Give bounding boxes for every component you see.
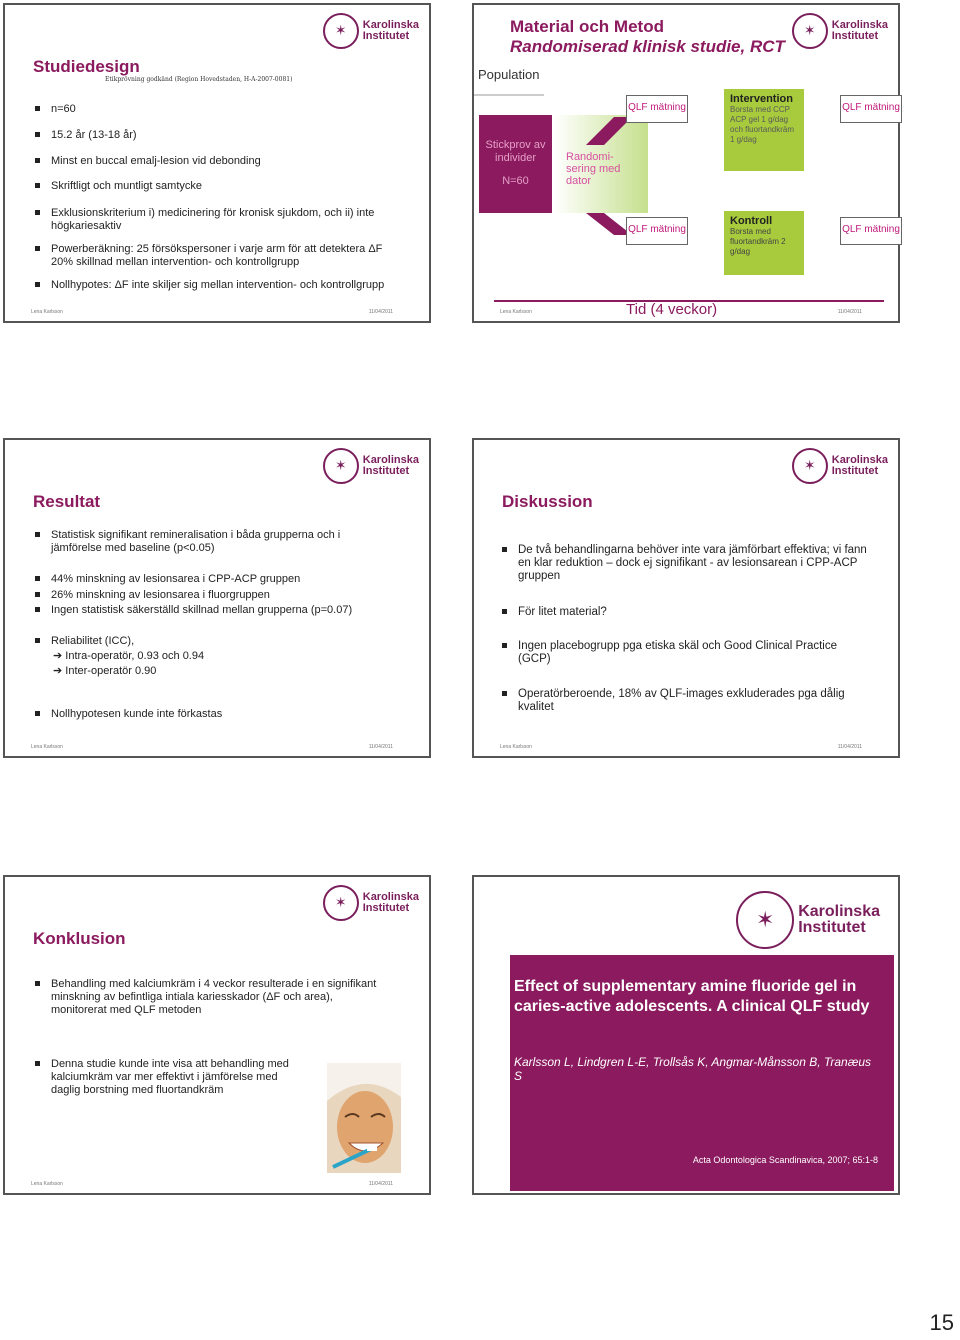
- randomization-box: Randomi-sering med dator: [554, 115, 648, 213]
- page-number: 15: [929, 1310, 954, 1335]
- sample-box: Stickprov av individer N=60: [479, 115, 552, 213]
- slide-title: Material och Metod: [510, 17, 664, 36]
- footer-author: Lena Karlsson: [31, 744, 63, 750]
- bullet: Ingen statistisk säkerställd skillnad mellan grupperna (p=0.07): [35, 604, 415, 617]
- arrow-icon: ➔: [53, 665, 66, 677]
- bullet: Minst en buccal emalj-lesion vid debonding: [35, 155, 415, 168]
- ki-seal-icon: ✶: [323, 13, 359, 49]
- ki-seal-icon: ✶: [736, 891, 794, 949]
- bullet: Nollhypotesen kunde inte förkastas: [35, 708, 415, 721]
- sub-bullet: ➔ Intra-operatör, 0.93 och 0.94: [53, 650, 205, 662]
- ki-logo: ✶ Karolinska Institutet: [323, 885, 419, 921]
- qlf-measure-box: QLF mätning: [840, 217, 902, 245]
- slide-title: Studiedesign: [33, 57, 140, 76]
- bullet: Denna studie kunde inte visa att behandling med kalciumkräm var mer effektivt i jämförelse med daglig borstning med fluortandkräm: [35, 1058, 305, 1097]
- smiling-woman-toothbrush-photo: [327, 1063, 401, 1173]
- ki-logo: ✶ Karolinska Institutet: [323, 13, 419, 49]
- footer-author: Lena Karlsson: [31, 309, 63, 315]
- slide-title: Konklusion: [33, 929, 126, 948]
- bullet: Reliabilitet (ICC),: [35, 635, 415, 648]
- qlf-measure-box: QLF mätning: [626, 217, 688, 245]
- intervention-box: Intervention Borsta med CCP ACP gel 1 g/dag och fluortandkräm 1 g/dag: [724, 89, 804, 171]
- footer-author: Lena Karlsson: [500, 309, 532, 315]
- bullet: n=60: [35, 103, 415, 116]
- bullet: Nollhypotes: ΔF inte skiljer sig mellan intervention- och kontrollgrupp: [35, 279, 425, 292]
- slide-konklusion: [3, 875, 431, 1195]
- bullet: Statistisk signifikant remineralisation i båda grupperna och i jämförelse med baseline (p<0.05): [35, 529, 385, 555]
- footer-author: Lena Karlsson: [31, 1181, 63, 1187]
- slide-resultat: [3, 438, 431, 758]
- footer-date: 11/04/2011: [368, 1181, 393, 1187]
- ki-logo: ✶ Karolinska Institutet: [736, 891, 880, 949]
- paper-authors: Karlsson L, Lindgren L-E, Trollsås K, Angmar-Månsson B, Tranæus S: [514, 1055, 872, 1083]
- footer-date: 11/04/2011: [837, 309, 862, 315]
- ki-logo: ✶ Karolinska Institutet: [323, 448, 419, 484]
- paper-title: Effect of supplementary amine fluoride gel in caries-active adolescents. A clinical QLF study: [514, 978, 870, 1015]
- bullet: Ingen placebogrupp pga etiska skäl och Good Clinical Practice (GCP): [502, 640, 872, 666]
- bullet: Exklusionskriterium i) medicinering för kronisk sjukdom, och ii) inte högkariesaktiv: [35, 207, 385, 233]
- slide-material-metod: [472, 3, 900, 323]
- bullet: Behandling med kalciumkräm i 4 veckor resulterade i en signifikant minskning av befintliga intiala kariesskador (ΔF och area), monitorerat med QLF metoden: [35, 978, 385, 1017]
- ki-seal-icon: ✶: [792, 13, 828, 49]
- slide-studiedesign: [3, 3, 431, 323]
- bullet: 15.2 år (13-18 år): [35, 129, 415, 142]
- bullet: För litet material?: [502, 606, 872, 619]
- sub-bullet: ➔ Inter-operatör 0.90: [53, 665, 157, 677]
- slide-title: Diskussion: [502, 492, 593, 511]
- population-label: Population: [478, 67, 540, 82]
- footer-author: Lena Karlsson: [500, 744, 532, 750]
- bullet: De två behandlingarna behöver inte vara jämförbart effektiva; vi fann en klar reduktion – dock ej signifikant - av lesionsarean i CPP-ACP gruppen: [502, 544, 872, 583]
- bullet: 44% minskning av lesionsarea i CPP-ACP gruppen: [35, 573, 415, 586]
- slide-subtitle: Etikprövning godkänd (Region Hovedstaden, H-A-2007-0081): [105, 76, 293, 83]
- bullet: Powerberäkning: 25 försökspersoner i varje arm för att detektera ΔF 20% skillnad mellan intervention- och kontrollgrupp: [35, 243, 385, 269]
- paper-journal: Acta Odontologica Scandinavica, 2007; 65:1-8: [692, 1155, 878, 1165]
- qlf-measure-box: QLF mätning: [626, 95, 688, 123]
- ki-seal-icon: ✶: [323, 448, 359, 484]
- ki-logo: ✶ Karolinska Institutet: [792, 13, 888, 49]
- bullet: Operatörberoende, 18% av QLF-images exkluderades pga dålig kvalitet: [502, 688, 872, 714]
- bullet: Skriftligt och muntligt samtycke: [35, 180, 415, 193]
- bullet: 26% minskning av lesionsarea i fluorgruppen: [35, 589, 415, 602]
- ki-seal-icon: ✶: [323, 885, 359, 921]
- timeline-label: Tid (4 veckor): [626, 301, 718, 318]
- ki-logo: ✶ Karolinska Institutet: [792, 448, 888, 484]
- slide-title: Resultat: [33, 492, 101, 511]
- qlf-measure-box: QLF mätning: [840, 95, 902, 123]
- arrow-icon: ➔: [53, 650, 66, 662]
- ki-seal-icon: ✶: [792, 448, 828, 484]
- footer-date: 11/04/2011: [368, 744, 393, 750]
- slide-paper-title: [472, 875, 900, 1195]
- slide-subtitle: Randomiserad klinisk studie, RCT: [510, 37, 785, 56]
- footer-date: 11/04/2011: [368, 309, 393, 315]
- footer-date: 11/04/2011: [837, 744, 862, 750]
- slide-diskussion: [472, 438, 900, 758]
- control-box: Kontroll Borsta med fluortandkräm 2 g/dag: [724, 211, 804, 275]
